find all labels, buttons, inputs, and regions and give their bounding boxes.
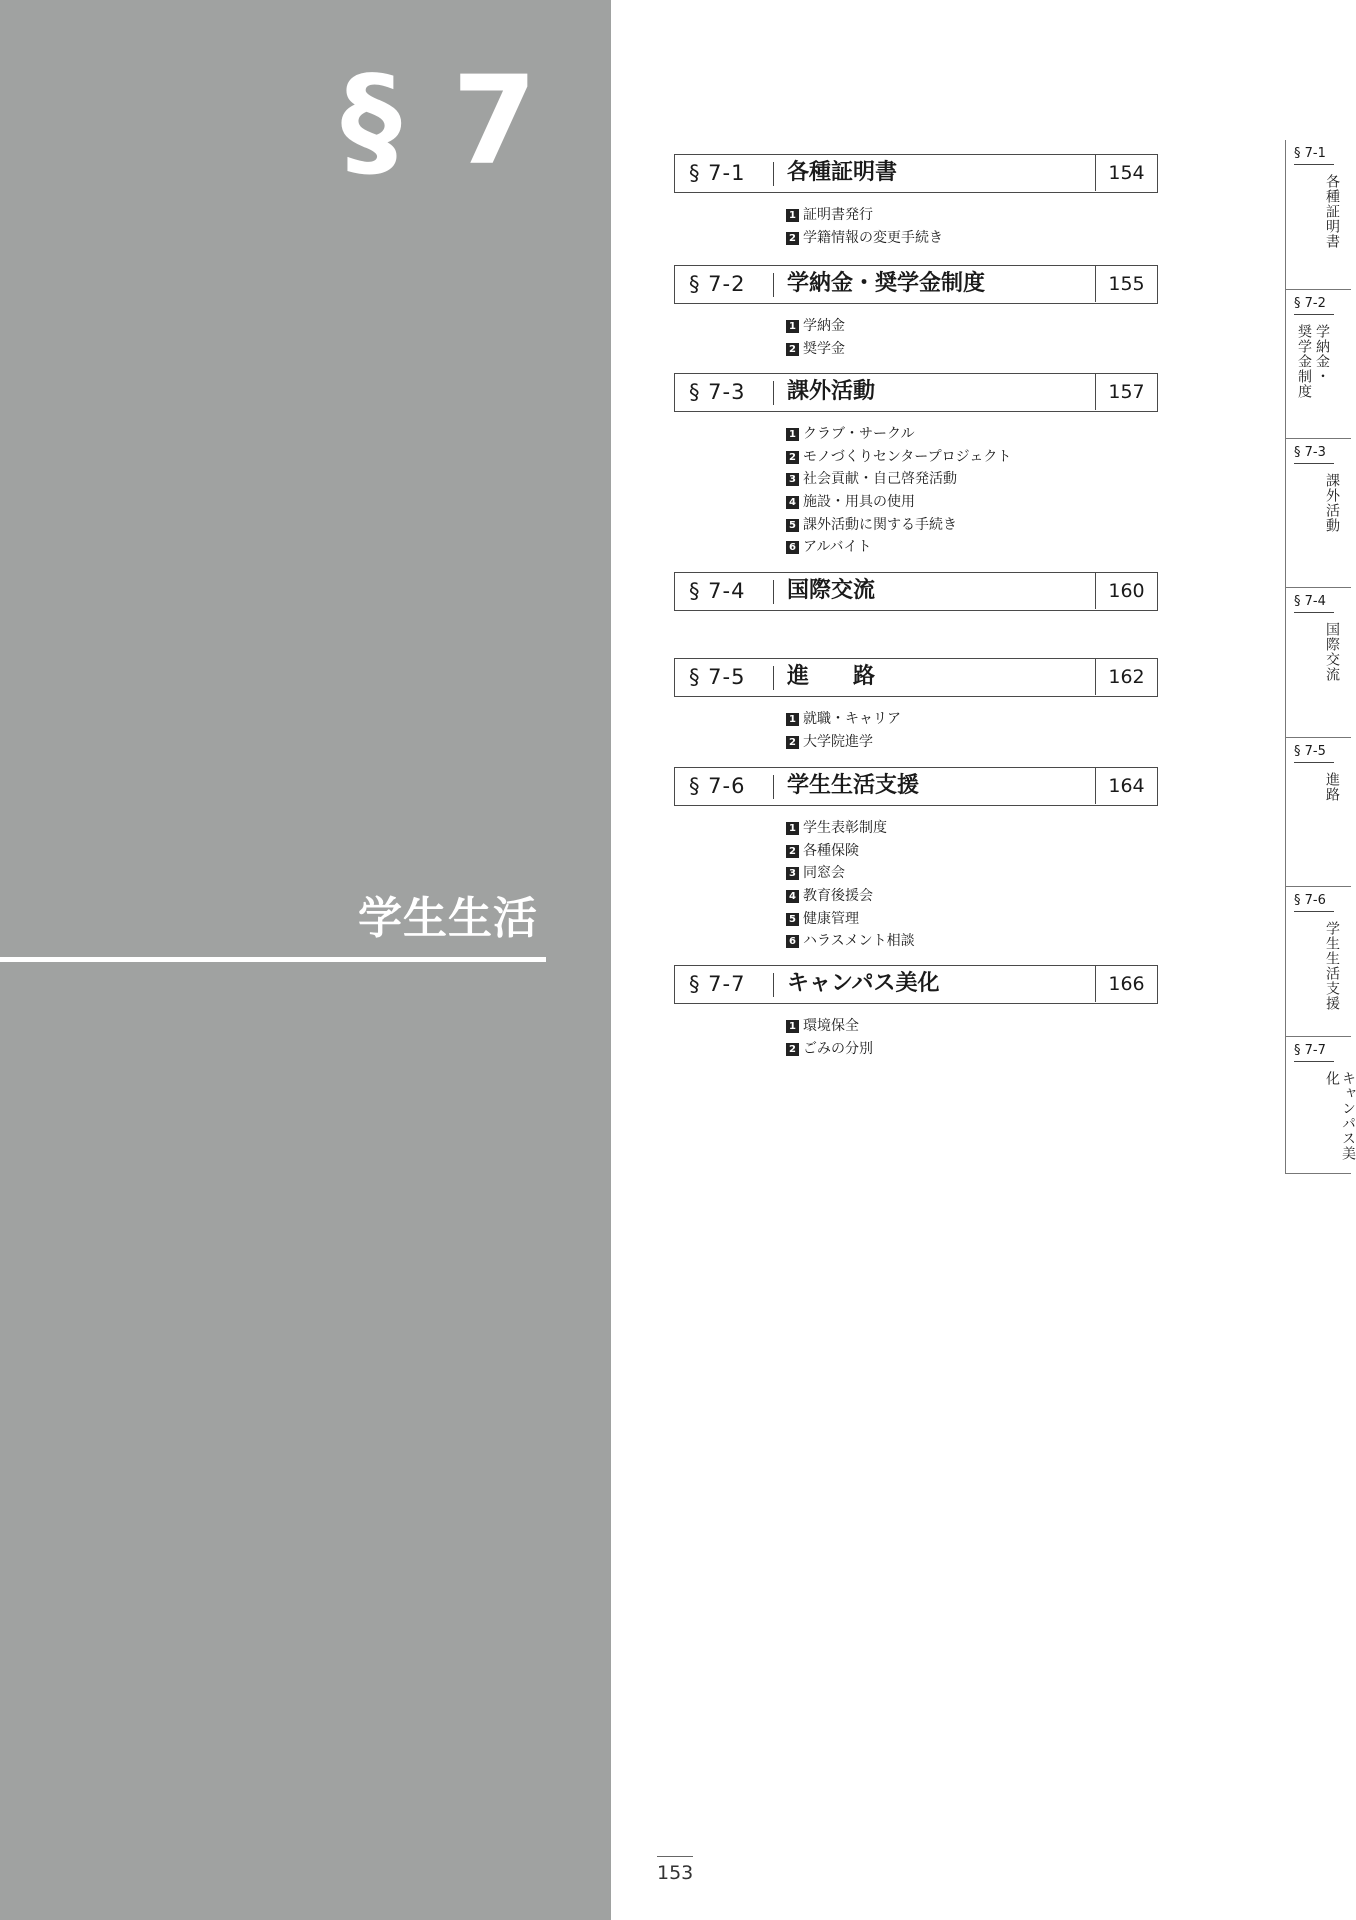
subsection-number-badge: 2 xyxy=(786,232,799,245)
subsection-title: モノづくりセンタープロジェクト xyxy=(803,448,1012,465)
subsection-item xyxy=(786,840,915,863)
tab-label: 奨学金制度 xyxy=(1296,324,1312,399)
section-number: § 7-7 xyxy=(689,972,746,996)
section-title: 国際交流 xyxy=(787,578,876,603)
subsection-item xyxy=(786,885,915,908)
toc-heading-box xyxy=(674,154,1158,193)
tab-section-number: § 7-3 xyxy=(1294,445,1326,460)
toc-heading-box xyxy=(674,572,1158,611)
tab-rule xyxy=(1294,911,1334,912)
subsection-item xyxy=(786,731,901,754)
page-number: 153 xyxy=(657,1862,694,1884)
chapter-number: § 7 xyxy=(340,50,541,192)
section-title: 各種証明書 xyxy=(787,160,898,185)
heading-divider xyxy=(773,273,774,297)
subsection-number-badge: 6 xyxy=(786,935,799,948)
heading-divider xyxy=(773,666,774,690)
heading-divider xyxy=(773,973,774,997)
tab-label: 学生生活支援 xyxy=(1324,921,1340,1011)
subsection-item xyxy=(786,708,901,731)
section-number: § 7-5 xyxy=(689,665,746,689)
subsection-title: 奨学金 xyxy=(803,340,845,357)
subsection-number-badge: 2 xyxy=(786,343,799,356)
section-title: 学生生活支援 xyxy=(787,773,920,798)
section-page-number: 155 xyxy=(1095,266,1157,302)
toc-entry[interactable] xyxy=(674,265,1158,357)
subsection-title: 健康管理 xyxy=(803,910,859,927)
subsection-number-badge: 1 xyxy=(786,320,799,333)
tab-rule xyxy=(1294,463,1334,464)
section-number: § 7-2 xyxy=(689,272,746,296)
subsection-title: 社会貢献・自己啓発活動 xyxy=(803,471,957,488)
subsection-title: 証明書発行 xyxy=(803,207,873,223)
subsection-title: 各種保険 xyxy=(803,842,859,859)
tab-rule xyxy=(1294,1061,1334,1062)
subsection-list xyxy=(786,708,901,753)
subsection-title: ごみの分別 xyxy=(803,1040,873,1057)
subsection-title: 学籍情報の変更手続き xyxy=(803,229,943,246)
subsection-number-badge: 5 xyxy=(786,519,799,532)
subsection-number-badge: 3 xyxy=(786,473,799,486)
subsection-number-badge: 1 xyxy=(786,428,799,441)
toc-entry[interactable] xyxy=(674,154,1158,246)
section-number: § 7-3 xyxy=(689,380,746,404)
subsection-item xyxy=(786,446,1011,469)
subsection-item xyxy=(786,1015,873,1038)
subsection-number-badge: 1 xyxy=(786,822,799,835)
section-page-number: 164 xyxy=(1095,768,1157,804)
subsection-item xyxy=(786,468,1011,491)
toc-heading-box xyxy=(674,373,1158,412)
subsection-item xyxy=(786,862,915,885)
tab-rule xyxy=(1294,612,1334,613)
subsection-title: 大学院進学 xyxy=(803,733,873,750)
subsection-title: 教育後援会 xyxy=(803,888,873,905)
toc-entry[interactable] xyxy=(674,572,1158,611)
subsection-title: 学生表彰制度 xyxy=(803,820,887,836)
chapter-cover-panel xyxy=(0,0,611,1920)
tab-rule xyxy=(1294,314,1334,315)
subsection-title: クラブ・サークル xyxy=(803,426,915,442)
subsection-item xyxy=(786,491,1011,514)
subsection-number-badge: 4 xyxy=(786,496,799,509)
tab-label: キャンパス美化 xyxy=(1324,1071,1356,1161)
subsection-list xyxy=(786,817,915,953)
heading-divider xyxy=(773,381,774,405)
toc-heading-box xyxy=(674,658,1158,697)
subsection-item xyxy=(786,536,1011,559)
subsection-title: 学納金 xyxy=(803,318,845,334)
toc-entry[interactable] xyxy=(674,373,1158,556)
subsection-item xyxy=(786,315,845,338)
heading-divider xyxy=(773,580,774,604)
section-title: 進 路 xyxy=(787,664,876,689)
section-title: 学納金・奨学金制度 xyxy=(787,271,986,296)
section-tab[interactable] xyxy=(1285,140,1351,290)
tab-section-number: § 7-4 xyxy=(1294,594,1326,609)
section-tab[interactable] xyxy=(1285,1037,1356,1174)
subsection-title: 就職・キャリア xyxy=(803,711,901,727)
subsection-number-badge: 1 xyxy=(786,713,799,726)
subsection-item xyxy=(786,908,915,931)
tab-section-number: § 7-5 xyxy=(1294,744,1326,759)
section-page-number: 162 xyxy=(1095,659,1157,695)
tab-rule xyxy=(1294,762,1334,763)
subsection-number-badge: 1 xyxy=(786,209,799,222)
tab-section-number: § 7-1 xyxy=(1294,146,1326,161)
subsection-number-badge: 2 xyxy=(786,1043,799,1056)
tab-label: 学納金・ xyxy=(1314,324,1330,384)
subsection-item xyxy=(786,423,1011,446)
heading-divider xyxy=(773,162,774,186)
subsection-list xyxy=(786,204,943,249)
page-number-rule xyxy=(657,1856,693,1857)
subsection-title: 課外活動に関する手続き xyxy=(803,516,957,533)
subsection-list xyxy=(786,315,845,360)
subsection-item xyxy=(786,1038,873,1061)
tab-label: 課外活動 xyxy=(1324,473,1340,533)
subsection-item xyxy=(786,817,915,840)
section-page-number: 157 xyxy=(1095,374,1157,410)
subsection-title: ハラスメント相談 xyxy=(803,933,915,950)
subsection-item xyxy=(786,930,915,953)
subsection-number-badge: 3 xyxy=(786,867,799,880)
toc-heading-box xyxy=(674,965,1158,1004)
section-page-number: 160 xyxy=(1095,573,1157,609)
section-page-number: 166 xyxy=(1095,966,1157,1002)
subsection-item xyxy=(786,338,845,361)
subsection-list xyxy=(786,1015,873,1060)
subsection-number-badge: 1 xyxy=(786,1020,799,1033)
subsection-title: アルバイト xyxy=(803,539,872,556)
tab-label: 各種証明書 xyxy=(1324,174,1340,249)
subsection-item xyxy=(786,227,943,250)
section-title: 課外活動 xyxy=(787,379,876,404)
subsection-number-badge: 2 xyxy=(786,451,799,464)
section-tab[interactable] xyxy=(1285,290,1351,439)
subsection-number-badge: 2 xyxy=(786,736,799,749)
toc-entry[interactable] xyxy=(674,767,1158,950)
section-tab[interactable] xyxy=(1285,738,1351,887)
toc-heading-box xyxy=(674,767,1158,806)
tab-section-number: § 7-6 xyxy=(1294,893,1326,908)
section-page-number: 154 xyxy=(1095,155,1157,191)
tab-section-number: § 7-7 xyxy=(1294,1043,1326,1058)
subsection-title: 同窓会 xyxy=(803,865,845,882)
subsection-number-badge: 5 xyxy=(786,913,799,926)
subsection-list xyxy=(786,423,1011,559)
tab-label: 国際交流 xyxy=(1324,622,1340,682)
section-number: § 7-4 xyxy=(689,579,746,603)
section-tab[interactable] xyxy=(1285,439,1351,588)
toc-entry[interactable] xyxy=(674,658,1158,750)
section-title: キャンパス美化 xyxy=(787,971,940,996)
tab-section-number: § 7-2 xyxy=(1294,296,1326,311)
heading-divider xyxy=(773,775,774,799)
subsection-number-badge: 4 xyxy=(786,890,799,903)
section-tab[interactable] xyxy=(1285,588,1351,738)
subsection-title: 環境保全 xyxy=(803,1018,859,1034)
chapter-title: 学生生活 xyxy=(358,893,538,944)
subsection-number-badge: 6 xyxy=(786,541,799,554)
subsection-item xyxy=(786,204,943,227)
subsection-title: 施設・用具の使用 xyxy=(803,494,915,511)
toc-heading-box xyxy=(674,265,1158,304)
section-tab[interactable] xyxy=(1285,887,1351,1037)
section-number: § 7-6 xyxy=(689,774,746,798)
chapter-title-rule xyxy=(0,957,546,962)
subsection-number-badge: 2 xyxy=(786,845,799,858)
tab-label: 進路 xyxy=(1324,772,1340,802)
subsection-item xyxy=(786,514,1011,537)
tab-rule xyxy=(1294,164,1334,165)
toc-entry[interactable] xyxy=(674,965,1158,1057)
section-number: § 7-1 xyxy=(689,161,746,185)
